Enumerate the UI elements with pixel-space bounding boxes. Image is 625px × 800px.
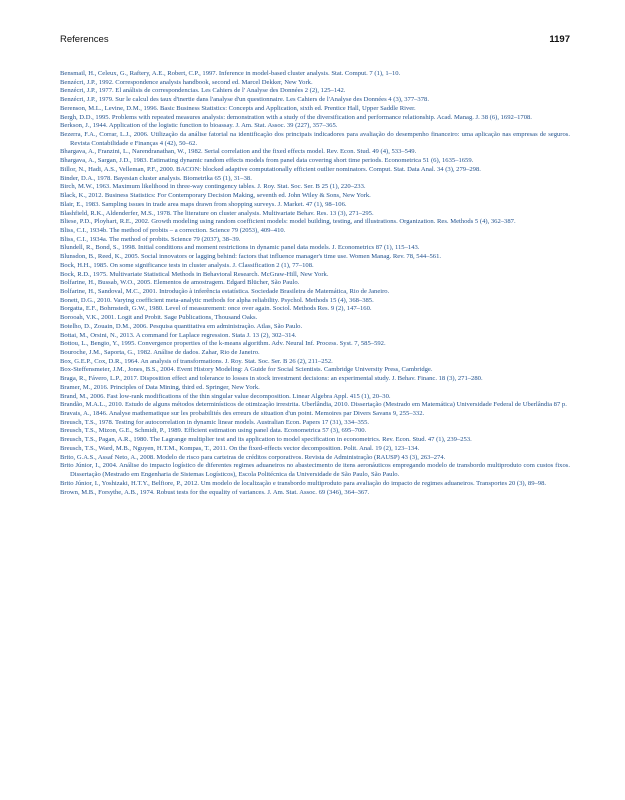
- reference-entry[interactable]: Bliese, P.D., Ployhart, R.E., 2002. Growth modeling using random coefficient models: model building, testing, and illustrations. Organization. Res. Methods 5 (4), 362–387.: [60, 218, 516, 226]
- reference-entry[interactable]: Blunsdon, B., Reed, K., 2005. Social innovators or lagging behind: factors that influence manager's time use. Women Manag. Rev. 78, 544–561.: [60, 253, 442, 261]
- reference-list: [60, 70, 570, 497]
- reference-entry[interactable]: Bezerra, F.A., Corrar, L.J., 2006. Utilização da análise fatorial na identificação dos principais indicadores para avaliação do desempenho financeiro: uma aplicação nas empresas de seguros. Revista Contabilidade e Finanças 4 (42), 50–62.: [60, 131, 570, 147]
- reference-entry[interactable]: Bolfarine, H., Bussab, W.O., 2005. Elementos de amostragem. Edgard Blücher, São Paulo.: [60, 279, 300, 287]
- reference-entry[interactable]: Bhargava, A., Sargan, J.D., 1983. Estimating dynamic random effects models from panel data covering short time periods. Econometrica 51 (6), 1635–1659.: [60, 157, 474, 165]
- reference-entry[interactable]: Breusch, T.S., 1978. Testing for autocorrelation in dynamic linear models. Australian Econ. Papers 17 (31), 334–355.: [60, 418, 370, 426]
- reference-entry[interactable]: Billor, N., Hadi, A.S., Velleman, P.F., 2000. BACON: blocked adaptive computationally efficient outlier nominators. Comput. Stat. Data Anal. 34 (3), 279–298.: [60, 165, 481, 173]
- reference-entry[interactable]: Benzécri, J.P., 1979. Sur le calcul des taux d'inertie dans l'analyse d'un questionnaire. Les Cahiers de l'Analyse des Données 4 (3), 377–378.: [60, 96, 429, 104]
- reference-entry[interactable]: Brand, M., 2006. Fast low-rank modifications of the thin singular value decomposition. Linear Algebra Appl. 415 (1), 20–30.: [60, 392, 391, 400]
- reference-entry[interactable]: Bottou, L., Bengio, Y., 1995. Convergence properties of the k-means algorithm. Adv. Neural Inf. Process. Syst. 7, 585–592.: [60, 340, 386, 348]
- reference-entry[interactable]: Breusch, T.S., Pagan, A.R., 1980. The Lagrange multiplier test and its application to model specification in econometrics. Rev. Econ. Stud. 47 (1), 239–253.: [60, 436, 472, 444]
- reference-entry[interactable]: Berkson, J., 1944. Application of the logistic function to bioassay. J. Am. Stat. Assoc. 39 (227), 357–365.: [60, 122, 338, 130]
- reference-entry[interactable]: Binder, D.A., 1978. Bayesian cluster analysis. Biometrika 65 (1), 31–38.: [60, 174, 252, 182]
- reference-entry[interactable]: Bliss, C.I., 1934a. The method of probits. Science 79 (2037), 38–39.: [60, 235, 241, 243]
- running-header: [60, 34, 570, 45]
- reference-entry[interactable]: Benzécri, J.P., 1992. Correspondence analysis handbook, second ed. Marcel Dekker, New York.: [60, 78, 313, 86]
- reference-entry[interactable]: Brito, G.A.S., Assaf Neto, A., 2008. Modelo de risco para carteiras de créditos corporativos. Revista de Administração (RAUSP) 43 (3), 263–274.: [60, 453, 446, 461]
- reference-entry[interactable]: Bottai, M., Orsini, N., 2013. A command for Laplace regression. Stata J. 13 (2), 302–314.: [60, 331, 297, 339]
- reference-entry[interactable]: Braga, R., Fávero, L.P., 2017. Disposition effect and tolerance to losses in stock investment decisions: an experimental study. J. Behav. Financ. 18 (3), 271–280.: [60, 375, 483, 383]
- reference-entry[interactable]: Bock, R.D., 1975. Multivariate Statistical Methods in Behavioral Research. McGraw-Hill, New York.: [60, 270, 329, 278]
- page: [60, 34, 570, 497]
- page-number: 1197: [549, 34, 570, 45]
- reference-entry[interactable]: Bravais, A., 1846. Analyse mathematique sur les probabilités des erreurs de situation d'un point. Memoires par Divers Savans 9, 255–332.: [60, 410, 425, 418]
- reference-entry[interactable]: Bouroche, J.M., Saporta, G., 1982. Análise de dados. Zahar, Rio de Janeiro.: [60, 349, 260, 356]
- reference-entry[interactable]: Bonett, D.G., 2010. Varying coefficient meta-analytic methods for alpha reliability. Psychol. Methods 15 (4), 368–385.: [60, 296, 374, 304]
- reference-entry[interactable]: Box, G.E.P., Cox, D.R., 1964. An analysis of transformations. J. Roy. Stat. Soc. Ser. B 26 (2), 211–252.: [60, 357, 333, 365]
- reference-entry[interactable]: Borooah, V.K., 2001. Logit and Probit. Sage Publications, Thousand Oaks.: [60, 314, 258, 322]
- reference-entry[interactable]: Bramer, M., 2016. Principles of Data Mining, third ed. Springer, New York.: [60, 383, 260, 391]
- reference-entry[interactable]: Brown, M.B., Forsythe, A.B., 1974. Robust tests for the equality of variances. J. Am. Stat. Assoc. 69 (346), 364–367.: [60, 488, 370, 496]
- reference-entry[interactable]: Birch, M.W., 1963. Maximum likelihood in three-way contingency tables. J. Roy. Stat. Soc. Ser. B 25 (1), 220–233.: [60, 183, 366, 191]
- reference-entry[interactable]: Bhargava, A., Franzini, L., Narendranathan, W., 1982. Serial correlation and the fixed effects model. Rev. Econ. Stud. 49 (4), 533–549.: [60, 148, 417, 156]
- reference-entry[interactable]: Blashfield, R.K., Aldenderfer, M.S., 1978. The literature on cluster analysis. Multivariate Behav. Res. 13 (3), 271–295.: [60, 209, 374, 217]
- reference-entry[interactable]: Borgatta, E.F., Bohrnstedt, G.W., 1980. Level of measurement: once over again. Sociol. Methods Res. 9 (2), 147–160.: [60, 305, 372, 313]
- reference-entry[interactable]: Bock, H.H., 1985. On some significance tests in cluster analysis. J. Classification 2 (1), 77–108.: [60, 261, 314, 269]
- reference-entry[interactable]: Bolfarine, H., Sandoval, M.C., 2001. Introdução à inferência estatística. Sociedade Brasileira de Matemática, Rio de Janeiro.: [60, 287, 390, 295]
- reference-entry[interactable]: Brito Júnior, I., Yoshizaki, H.T.Y., Belfiore, P., 2012. Um modelo de localização e transbordo multiproduto para avaliação do impacto de regimes aduaneiros. Transportes 20 (3), 89–98.: [60, 479, 547, 487]
- header-title: References: [60, 34, 109, 45]
- reference-entry[interactable]: Brandão, M.A.L., 2010. Estudo de alguns métodos determinísticos de otimização irrestrita. Uberlândia, 2010. Dissertação (Mestrado em Matemática) Universidade Federal de Uberlândia 87 p.: [60, 401, 567, 409]
- reference-entry[interactable]: Bergh, D.D., 1995. Problems with repeated measures analysis: demonstration with a study of the diversification and performance relationship. Acad. Manag. J. 38 (6), 1692–1708.: [60, 113, 532, 121]
- reference-entry[interactable]: Bliss, C.I., 1934b. The method of probits – a correction. Science 79 (2053), 409–410.: [60, 226, 286, 234]
- reference-entry[interactable]: Blair, E., 1983. Sampling issues in trade area maps drawn from shopping surveys. J. Market. 47 (1), 98–106.: [60, 200, 347, 208]
- reference-entry[interactable]: Bensmail, H., Celeux, G., Raftery, A.E., Robert, C.P., 1997. Inference in model-based cluster analysis. Stat. Comput. 7 (1), 1–10.: [60, 70, 401, 77]
- reference-entry[interactable]: Box-Steffensmeier, J.M., Jones, B.S., 2004. Event History Modeling: A Guide for Social Scientists. Cambridge University Press, Cambridge.: [60, 366, 433, 374]
- reference-entry[interactable]: Breusch, T.S., Mizon, G.E., Schmidt, P., 1989. Efficient estimation using panel data. Econometrica 57 (3), 695–700.: [60, 427, 367, 435]
- reference-entry[interactable]: Blundell, R., Bond, S., 1998. Initial conditions and moment restrictions in dynamic panel data models. J. Econometrics 87 (1), 115–143.: [60, 244, 420, 252]
- reference-entry[interactable]: Berenson, M.L., Levine, D.M., 1996. Basic Business Statistics: Concepts and Application, sixth ed. Prentice Hall, Upper Saddle River.: [60, 104, 416, 112]
- reference-entry[interactable]: Breusch, T.S., Ward, M.B., Nguyen, H.T.M., Kompas, T., 2011. On the fixed-effects vector decomposition. Polit. Anal. 19 (2), 123–134.: [60, 444, 420, 452]
- reference-entry[interactable]: Botelho, D., Zouain, D.M., 2006. Pesquisa quantitativa em administração. Atlas, São Paulo.: [60, 322, 303, 330]
- reference-entry[interactable]: Black, K., 2012. Business Statistics: For Contemporary Decision Making, seventh ed. John Wiley & Sons, New York.: [60, 192, 371, 200]
- reference-entry[interactable]: Benzécri, J.P., 1977. El análisis de correspondencias. Les Cahiers de l' Analyse des Données 2 (2), 125–142.: [60, 87, 346, 95]
- reference-entry[interactable]: Brito Júnior, I., 2004. Análise do impacto logístico de diferentes regimes aduaneiros no abastecimento de itens aeronáuticos empregando modelo de transbordo multiproduto com custos fixos. Dissertação (Mestrado em Engenharia de Sistemas Logísticos), Escola Politécnica da Universidade de São Paulo, São Paulo.: [60, 462, 570, 479]
